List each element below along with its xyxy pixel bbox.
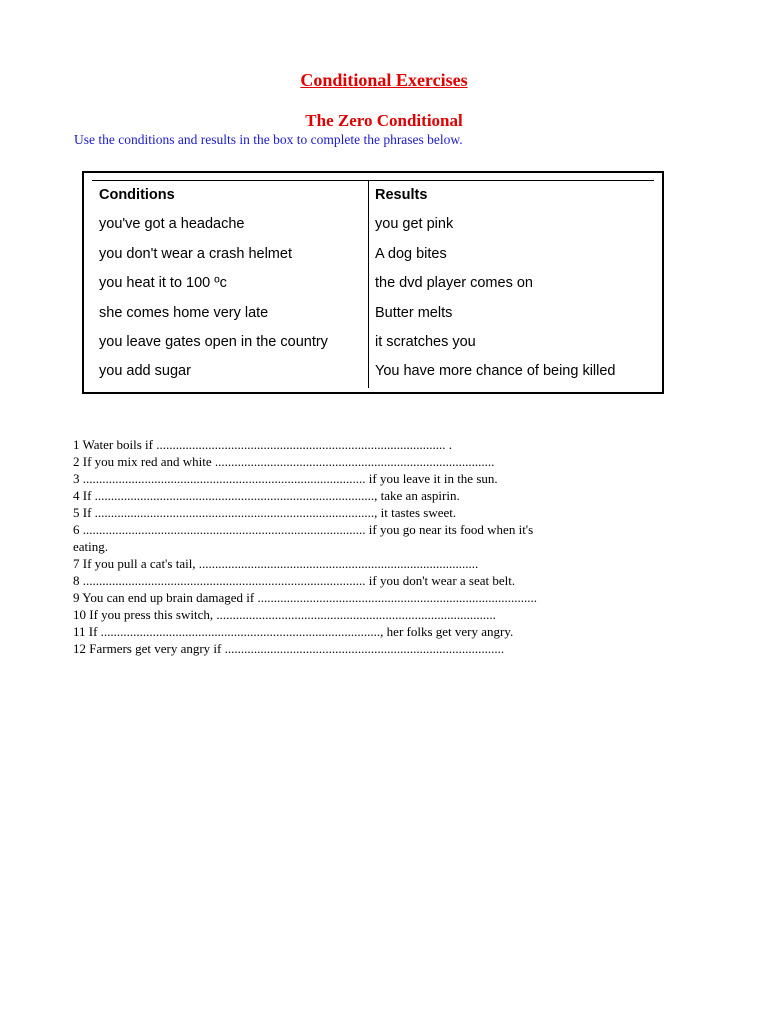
exercise-line: 7 If you pull a cat's tail, ......................................................................................: [73, 556, 479, 571]
conditions-header: Conditions: [99, 187, 175, 203]
exercise-line: 8 ....................................................................................... if you don't wear a seat belt.: [73, 573, 516, 588]
exercise-line: 10 If you press this switch, ......................................................................................: [73, 607, 496, 622]
condition-item: you heat it to 100 ºc: [99, 275, 227, 292]
instructions-text: Use the conditions and results in the box to complete the phrases below.: [74, 132, 463, 147]
exercise-line: eating.: [73, 539, 109, 554]
box-top-rule: [92, 180, 654, 181]
exercise-line: 2 If you mix red and white ......................................................................................: [73, 454, 495, 469]
exercise-line: 9 You can end up brain damaged if ......................................................................................: [73, 590, 537, 605]
column-divider: [368, 180, 369, 388]
result-item: Butter melts: [375, 304, 453, 321]
exercise-line: 4 If ......................................................................................, take an aspirin.: [73, 488, 460, 503]
conditions-results-box: [82, 171, 664, 394]
result-item: You have more chance of being killed: [375, 363, 616, 380]
condition-item: you add sugar: [99, 363, 191, 380]
document-title: Conditional Exercises: [300, 70, 468, 90]
condition-item: you leave gates open in the country: [99, 333, 328, 350]
exercise-line: 6 ....................................................................................... if you go near its food when it's: [73, 522, 534, 537]
exercise-line: 1 Water boils if ......................................................................................... .: [73, 437, 452, 452]
condition-item: you've got a headache: [99, 216, 245, 233]
result-item: you get pink: [375, 216, 454, 233]
exercise-line: 5 If ......................................................................................, it tastes sweet.: [73, 505, 457, 520]
exercise-line: 3 ....................................................................................... if you leave it in the sun.: [73, 471, 498, 486]
result-item: the dvd player comes on: [375, 275, 533, 292]
condition-item: she comes home very late: [99, 304, 269, 321]
result-item: it scratches you: [375, 333, 476, 350]
results-column: [375, 185, 616, 391]
document-subtitle: The Zero Conditional: [305, 111, 463, 130]
exercise-list: [73, 436, 633, 657]
conditions-column: [99, 185, 328, 391]
result-item: A dog bites: [375, 245, 447, 262]
exercise-line: 11 If ......................................................................................, her folks get very angry.: [73, 624, 514, 639]
results-header: Results: [375, 187, 428, 203]
exercise-line: 12 Farmers get very angry if ......................................................................................: [73, 641, 505, 656]
condition-item: you don't wear a crash helmet: [99, 245, 292, 262]
